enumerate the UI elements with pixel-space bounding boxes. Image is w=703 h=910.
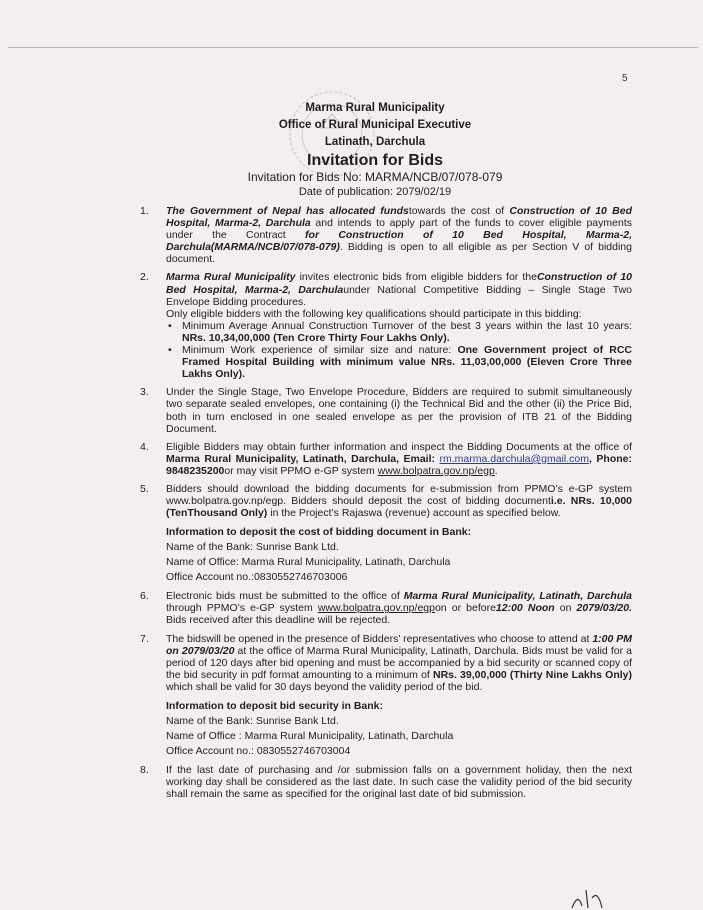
bank-office: Name of Office: Marma Rural Municipality, Latinath, Darchula — [166, 556, 451, 569]
bullet-text: One Government project of RCC Framed Hospital Building with minimum value NRs. 11,03,00,000 (Eleven Crore Three Lakhs Only). — [182, 344, 632, 381]
clause-text: or may visit PPMO e-GP system — [224, 464, 378, 477]
bid-notice-body — [140, 205, 632, 806]
clause-text: Under the Single Stage, Two Envelope Procedure, Bidders are required to submit simultaneously two separate sealed envelopes, one containing (i) the Technical Bid and the other (ii) the Price Bid, both in turn enclosed in one sealed envelope as per the provision of ITB 21 of the Bidding Document. — [166, 386, 632, 435]
clause-7 — [140, 633, 632, 693]
clause-text: If the last date of purchasing and /or submission falls on a government holiday, then the next working day shall be considered as the last date. In such case the validity period of the bid security shall remain the same as specified for the original last date of bid submission. — [166, 764, 632, 801]
office-location: Latinath, Darchula — [324, 136, 426, 148]
document-title: Invitation for Bids — [307, 152, 443, 169]
clause-text: in the Project’s Rajaswa (revenue) account as specified below. — [267, 507, 561, 520]
bullet-text: NRs. 10,34,00,000 (Ten Crore Thirty Four Lakhs Only). — [182, 331, 450, 344]
qualification-bullet — [166, 320, 632, 344]
clause-text: invites electronic bids from eligible bidders for the — [295, 271, 537, 284]
clause-number: 1. — [140, 205, 149, 217]
office-name: Office of Rural Municipal Executive — [278, 119, 472, 131]
clause-4 — [140, 441, 632, 477]
clause-text: The bidswill be opened in the presence of Bidders’ representatives who choose to attend at — [166, 632, 593, 645]
clause-text: Construction of 10 Bed Hospital, Marma-2, Darchula — [166, 205, 632, 230]
clause-number: 5. — [140, 482, 149, 495]
clause-text: Electronic bids must be submitted to the office of — [166, 590, 404, 603]
clause-text: on — [554, 602, 577, 615]
clause-3 — [140, 386, 632, 434]
clause-text: on or before — [434, 602, 496, 615]
page-number: 5 — [622, 73, 628, 84]
qualifications-intro: Only eligible bidders with the following key qualifications should participate in this bidding: — [166, 307, 582, 320]
clause-text: for Construction of 10 Bed Hospital, Marma-2, Darchula(MARMA/NCB/07/078-079) — [166, 229, 632, 254]
clause-6 — [140, 590, 632, 626]
clause-text: under National Competitive Bidding – Single Stage Two Envelope Bidding procedures. — [166, 283, 632, 308]
clause-text: and intends to apply part of the funds to cover eligible payments under the Contract — [166, 217, 632, 242]
clause-text: Marma Rural Municipality, Latinath, Darchula, Email: — [166, 452, 440, 465]
clause-text: NRs. 39,00,000 (Thirty Nine Lakhs Only) — [432, 668, 632, 681]
clause-1 — [140, 205, 632, 265]
letterhead — [0, 100, 703, 200]
clause-text: Marma Rural Municipality, Latinath, Darchula — [403, 590, 632, 603]
bank-info-document-cost — [140, 525, 632, 585]
clause-number: 3. — [140, 386, 149, 399]
clause-text: Construction of 10 Bed Hospital, Marma-2, Darchula — [166, 271, 632, 296]
clause-text: . Bidding is open to all eligible as per Section V of bidding document. — [166, 241, 632, 266]
clause-text: The Government of Nepal has allocated funds — [166, 205, 409, 217]
signature-mark-icon — [568, 888, 608, 910]
bank-name: Name of the Bank: Sunrise Bank Ltd. — [166, 715, 339, 727]
clause-text: . — [494, 464, 498, 477]
phone-text: , Phone: 9848235200 — [166, 452, 632, 477]
clause-text: 12:00 Noon — [495, 602, 555, 615]
publication-date: Date of publication: 2079/02/19 — [298, 186, 452, 198]
bullet-text: Minimum Work experience of similar size and nature: — [182, 344, 458, 357]
bank-name: Name of the Bank: Sunrise Bank Ltd. — [166, 541, 339, 554]
bank-account: Office Account no.:0830552746703006 — [166, 571, 348, 584]
egp-link[interactable]: www.bolpatra.gov.np/egp — [377, 464, 495, 477]
clause-number: 4. — [140, 440, 149, 453]
email-link[interactable]: rm.marma.darchula@gmail.com — [439, 452, 590, 465]
clause-text: 1:00 PM on 2079/03/20 — [166, 632, 632, 657]
qualification-bullet — [166, 344, 632, 380]
clause-text: at the office of Marma Rural Municipality, Latinath, Darchula. Bids must be valid for a period of 120 days after bid opening and must be accompanied by a bid security or scanned copy of the bid security in pdf format amounting to a minimum of — [166, 644, 633, 681]
clause-text: i.e. NRs. 10,000 (TenThousand Only) — [166, 495, 633, 520]
clause-text: Eligible Bidders may obtain further information and inspect the Bidding Documents at the office of — [166, 440, 632, 453]
bullet-text: Minimum Average Annual Construction Turnover of the best 3 years within the last 10 years: — [182, 319, 632, 332]
clause-text: Bidders should download the bidding documents for e-submission from PPMO’s e-GP system www.bolpatra.gov.np/egp. Bidders should deposit the cost of bidding document — [166, 482, 632, 508]
egp-link[interactable]: www.bolpatra.gov.np/egp — [317, 602, 435, 615]
clause-5 — [140, 483, 632, 519]
clause-8 — [140, 764, 632, 800]
clause-number: 8. — [140, 764, 149, 776]
clause-text: which shall be valid for 30 days beyond the validity period of the bid. — [166, 680, 483, 693]
clause-text: 2079/03/20. — [576, 602, 632, 615]
clause-text: through PPMO’s e-GP system — [166, 602, 318, 615]
top-rule — [8, 47, 698, 48]
clause-text: towards the cost of — [408, 205, 510, 217]
bank-account: Office Account no.: 0830552746703004 — [166, 745, 351, 757]
clause-text: Bids received after this deadline will be rejected. — [166, 614, 391, 627]
clause-number: 6. — [140, 590, 149, 603]
clause-text: Marma Rural Municipality — [166, 271, 296, 284]
municipality-name: Marma Rural Municipality — [305, 102, 445, 114]
bank-info-heading: Information to deposit bid security in Bank: — [166, 700, 384, 712]
clause-number: 7. — [140, 632, 149, 645]
bid-number: Invitation for Bids No: MARMA/NCB/07/078-079 — [247, 170, 503, 184]
bank-info-heading: Information to deposit the cost of bidding document in Bank: — [166, 526, 472, 539]
bank-office: Name of Office : Marma Rural Municipality, Latinath, Darchula — [166, 730, 454, 742]
clause-2 — [140, 271, 632, 380]
clause-number: 2. — [140, 271, 149, 284]
bank-info-bid-security — [140, 699, 632, 759]
